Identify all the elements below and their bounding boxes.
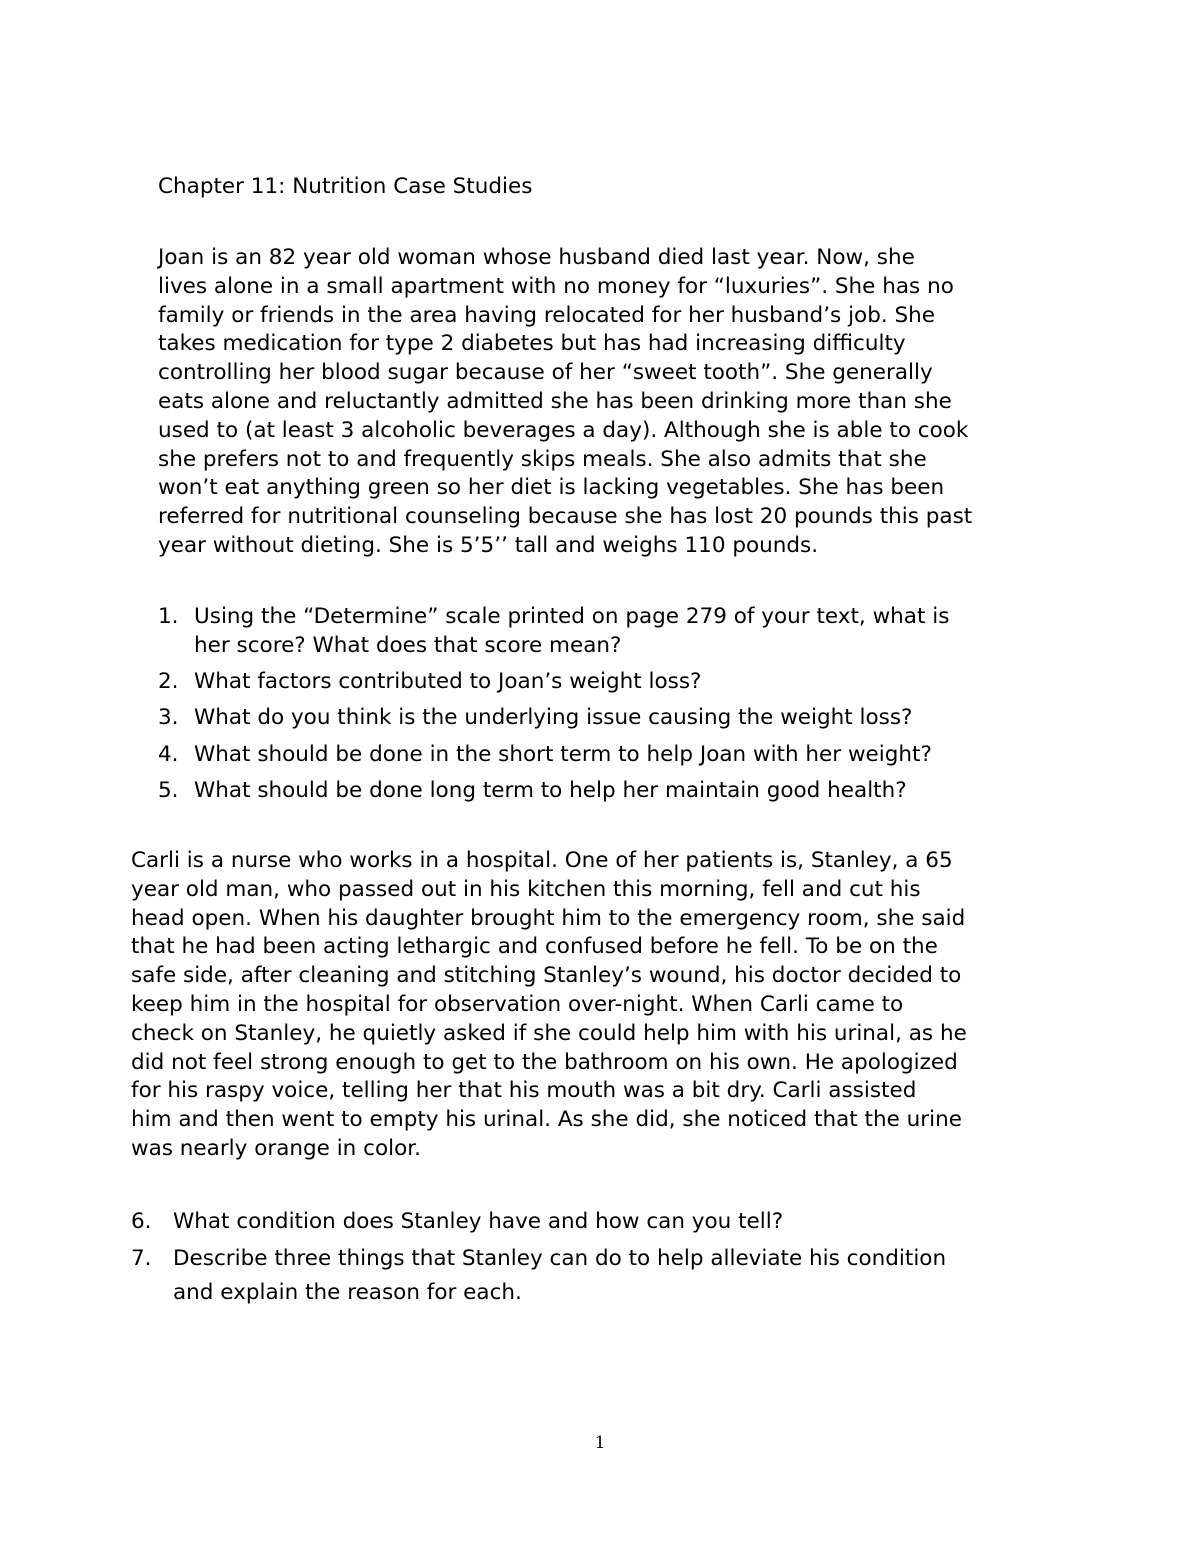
case-study-joan-questions	[158, 603, 949, 813]
paragraph-line: keep him in the hospital for observation over-night. When Carli came to	[131, 991, 904, 1017]
question-number: 4.	[158, 741, 179, 767]
question-line: Describe three things that Stanley can do to help alleviate his condition	[173, 1245, 947, 1271]
question-text	[194, 603, 949, 661]
question-number: 2.	[158, 669, 179, 695]
question-number: 7.	[131, 1245, 152, 1271]
question-line: What factors contributed to Joan’s weight loss?	[194, 669, 702, 695]
page-number: 1	[594, 1433, 606, 1453]
question-item	[131, 1205, 946, 1240]
paragraph-line: head open. When his daughter brought him to the emergency room, she said	[131, 905, 966, 931]
question-item	[158, 603, 949, 661]
paragraph-line: safe side, after cleaning and stitching Stanley’s wound, his doctor decided to	[131, 963, 962, 989]
question-item	[158, 741, 949, 770]
paragraph-line: she prefers not to and frequently skips meals. She also admits that she	[158, 446, 927, 472]
question-item	[158, 704, 949, 733]
question-line: What should be done in the short term to help Joan with her weight?	[194, 741, 932, 767]
paragraph-line: that he had been acting lethargic and confused before he fell. To be on the	[131, 934, 938, 960]
question-number: 3.	[158, 705, 179, 731]
question-line: Using the “Determine” scale printed on page 279 of your text, what is	[194, 604, 950, 629]
paragraph-line: did not feel strong enough to get to the bathroom on his own. He apologized	[131, 1049, 958, 1075]
case-study-joan	[158, 244, 972, 561]
paragraph-line: controlling her blood sugar because of her “sweet tooth”. She generally	[158, 360, 933, 386]
paragraph-line: Carli is a nurse who works in a hospital. One of her patients is, Stanley, a 65	[131, 848, 953, 873]
paragraph-line: lives alone in a small apartment with no money for “luxuries”. She has no	[158, 273, 954, 299]
question-item	[158, 668, 949, 697]
case-study-stanley-questions	[131, 1205, 946, 1313]
question-number: 6.	[131, 1209, 152, 1234]
page-title: Chapter 11: Nutrition Case Studies	[158, 174, 533, 199]
question-text	[194, 668, 949, 697]
question-text	[173, 1205, 946, 1240]
question-text	[173, 1242, 946, 1311]
paragraph-line: for his raspy voice, telling her that his mouth was a bit dry. Carli assisted	[131, 1078, 917, 1104]
question-text	[194, 704, 949, 733]
question-line: and explain the reason for each.	[173, 1280, 522, 1305]
question-text	[194, 777, 949, 806]
paragraph-line: Joan is an 82 year old woman whose husband died last year. Now, she	[158, 245, 915, 270]
paragraph-line: check on Stanley, he quietly asked if she could help him with his urinal, as he	[131, 1020, 967, 1046]
paragraph-line: year without dieting. She is 5’5’’ tall and weighs 110 pounds.	[158, 532, 819, 558]
question-line: What condition does Stanley have and how can you tell?	[173, 1209, 784, 1234]
question-line: What do you think is the underlying issue causing the weight loss?	[194, 705, 913, 731]
paragraph-line: takes medication for type 2 diabetes but has had increasing difficulty	[158, 331, 906, 357]
paragraph-line: him and then went to empty his urinal. As she did, she noticed that the urine	[131, 1107, 962, 1133]
question-number: 5.	[158, 777, 179, 803]
question-text	[194, 741, 949, 770]
question-item	[131, 1242, 946, 1311]
paragraph-line: eats alone and reluctantly admitted she has been drinking more than she	[158, 388, 952, 414]
paragraph-line: won’t eat anything green so her diet is lacking vegetables. She has been	[158, 475, 945, 501]
paragraph-line: was nearly orange in color.	[131, 1135, 421, 1161]
case-study-stanley	[131, 847, 967, 1164]
paragraph-line: referred for nutritional counseling because she has lost 20 pounds this past	[158, 504, 973, 530]
question-number: 1.	[158, 604, 179, 629]
paragraph-line: year old man, who passed out in his kitchen this morning, fell and cut his	[131, 876, 921, 902]
question-line: What should be done long term to help her maintain good health?	[194, 777, 907, 803]
paragraph-line: used to (at least 3 alcoholic beverages a day). Although she is able to cook	[158, 417, 969, 443]
question-line: her score? What does that score mean?	[194, 632, 622, 658]
paragraph-line: family or friends in the area having relocated for her husband’s job. She	[158, 302, 936, 328]
question-item	[158, 777, 949, 806]
